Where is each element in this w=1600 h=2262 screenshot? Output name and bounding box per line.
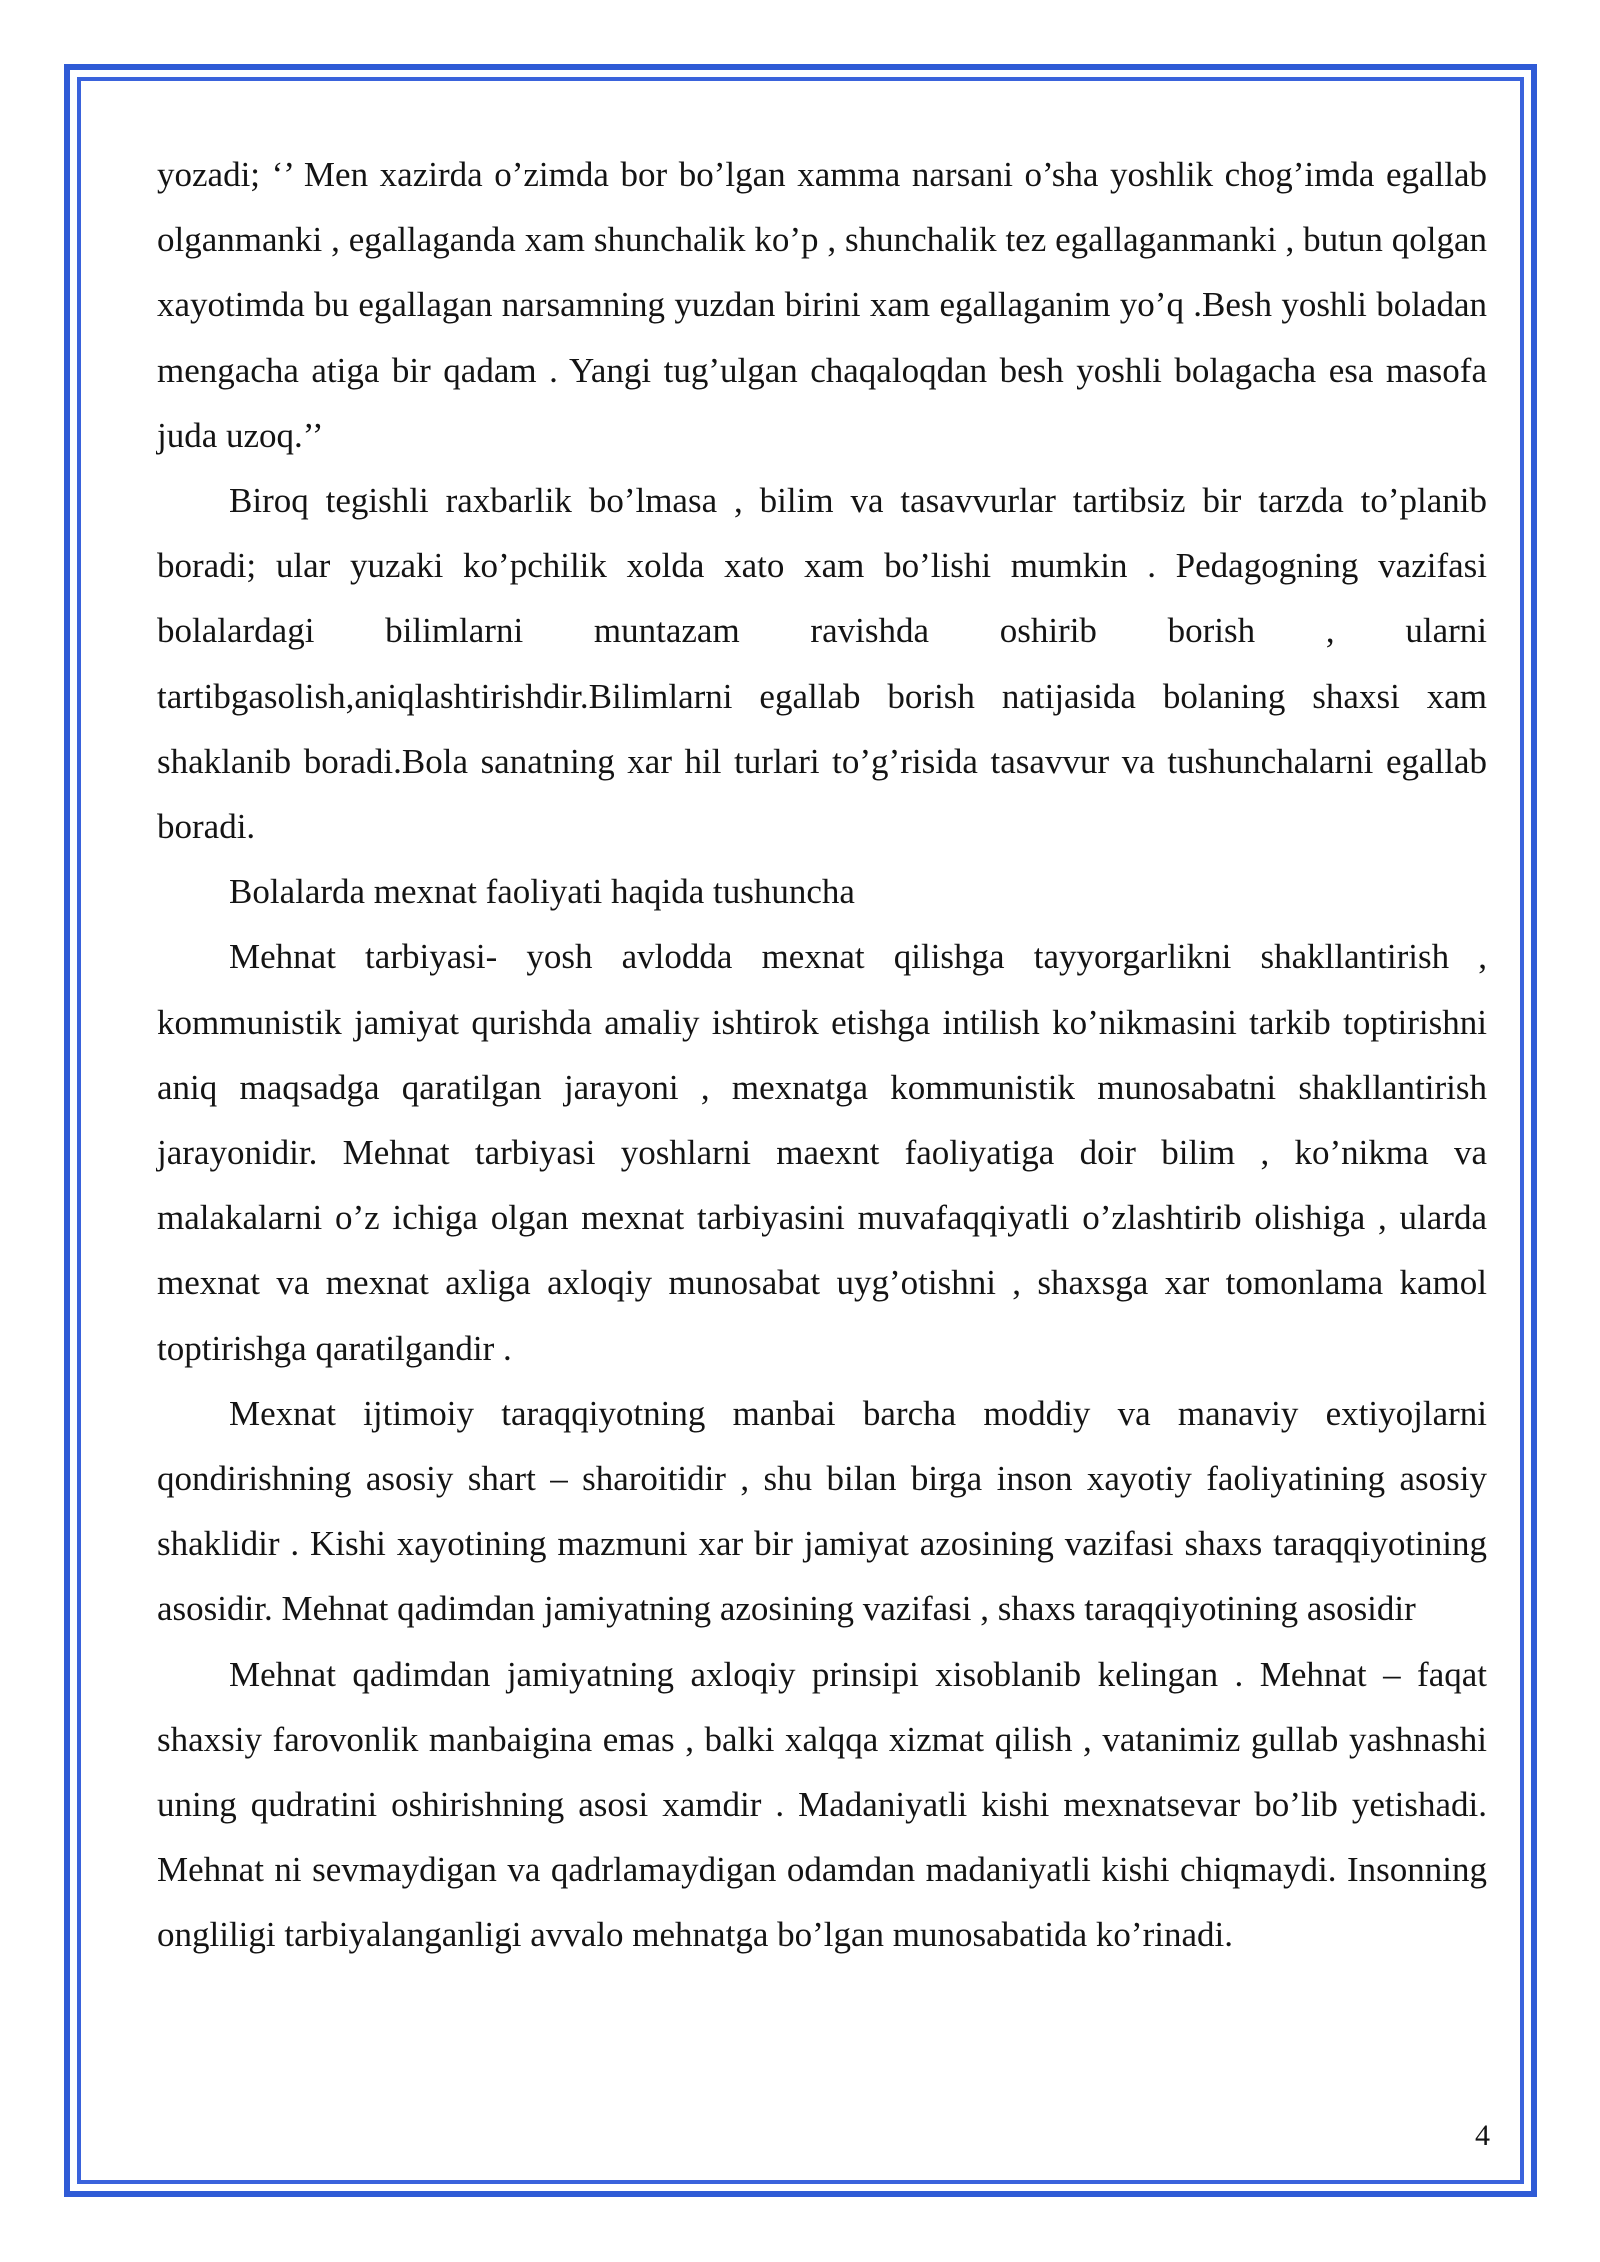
paragraph-labor-education: Mehnat tarbiyasi- yosh avlodda mexnat qilishga tayyorgarlikni shakllantirish , kommunistik jamiyat qurishda amaliy ishtirok etishga intilish ko’nikmasini tarkib toptirishni aniq maqsadga qaratilgan jarayoni , mexnatga kommunistik munosabatni shakllantirish jarayonidir. Mehnat tarbiyasi yoshlarni maexnt faoliyatiga doir bilim , ko’nikma va malakalarni o’z ichiga olgan mexnat tarbiyasini muvafaqqiyatli o’zlashtirib olishiga , ularda mexnat va mexnat axliga axloqiy munosabat uyg’otishni , shaxsga xar tomonlama kamol toptirishga qaratilgandir .	[157, 937, 1487, 1368]
paragraph-social-progress: Mexnat ijtimoiy taraqqiyotning manbai barcha moddiy va manaviy extiyojlarni qondirishning asosiy shart – sharoitidir , shu bilan birga inson xayotiy faoliyatining asosiy shaklidir . Kishi xayotining mazmuni xar bir jamiyat azosining vazifasi shaxs taraqqiyotining asosidir. Mehnat qadimdan jamiyatning azosining vazifasi , shaxs taraqqiyotining asosidir	[157, 1393, 1487, 1629]
document-body	[157, 142, 1487, 1968]
page-number: 4	[1475, 2119, 1490, 2152]
paragraph-continuation: yozadi; ‘’ Men xazirda o’zimda bor bo’lgan xamma narsani o’sha yoshlik chog’imda egallab olganmanki , egallaganda xam shunchalik ko’p , shunchalik tez egallaganmanki , butun qolgan xayotimda bu egallagan narsamning yuzdan birini xam egallaganim yo’q .Besh yoshli boladan mengacha atiga bir qadam . Yangi tug’ulgan chaqaloqdan besh yoshli bolagacha esa masofa juda uzoq.’’	[157, 155, 1487, 455]
paragraph-moral-principle: Mehnat qadimdan jamiyatning axloqiy prinsipi xisoblanib kelingan . Mehnat – faqat shaxsiy farovonlik manbaigina emas , balki xalqqa xizmat qilish , vatanimiz gullab yashnashi uning qudratini oshirishning asosi xamdir . Madaniyatli kishi mexnatsevar bo’lib yetishadi. Mehnat ni sevmaydigan va qadrlamaydigan odamdan madaniyatli kishi chiqmaydi. Insonning ongliligi tarbiyalanganligi avvalo mehnatga bo’lgan munosabatida ko’rinadi.	[157, 1654, 1487, 1955]
paragraph-guidance: Biroq tegishli raxbarlik bo’lmasa , bilim va tasavvurlar tartibsiz bir tarzda to’planib boradi; ular yuzaki ko’pchilik xolda xato xam bo’lishi mumkin . Pedagogning vazifasi bolalardagi bilimlarni muntazam ravishda oshirib borish , ularni tartibgasolish,aniqlashtirishdir.Bilimlarni egallab borish natijasida bolaning shaxsi xam shaklanib boradi.Bola sanatning xar hil turlari to’g’risida tasavvur va tushunchalarni egallab boradi.	[157, 481, 1487, 847]
section-heading: Bolalarda mexnat faoliyati haqida tushuncha	[229, 872, 855, 912]
